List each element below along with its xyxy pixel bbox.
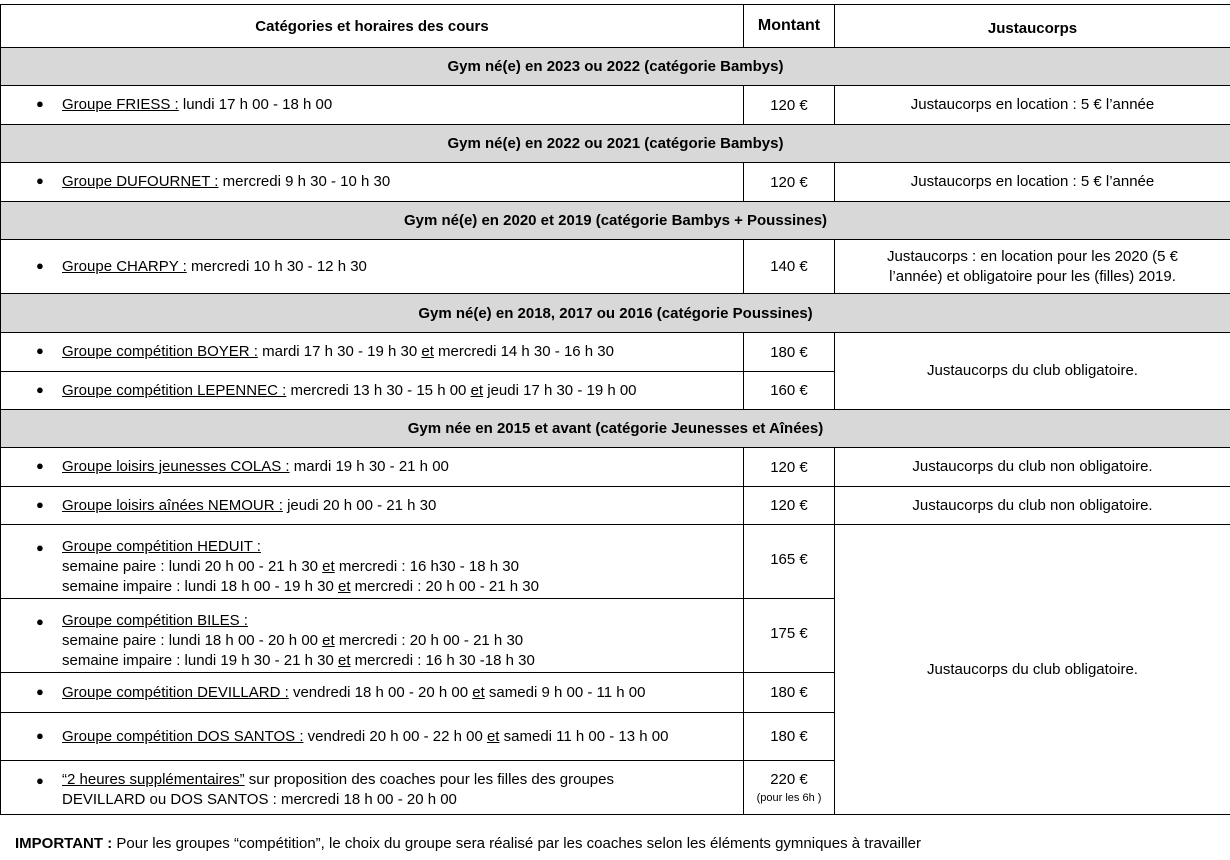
bullet-icon: ● [36, 496, 44, 512]
schedule: semaine impaire : lundi 19 h 30 - 21 h 30 [62, 652, 338, 669]
schedule: mercredi 9 h 30 - 10 h 30 [218, 173, 391, 190]
table-row [1, 163, 1230, 202]
category-cell [1, 487, 744, 525]
bullet-icon: ● [36, 458, 44, 473]
bullet-icon: ● [36, 381, 44, 397]
schedule: vendredi 18 h 00 - 20 h 00 [288, 683, 473, 701]
category-cell [1, 448, 744, 487]
category-cell [1, 240, 744, 294]
table-row [1, 487, 1230, 525]
section-title: Gym né(e) en 2020 et 2019 (catégorie Bambys + Poussines) [1, 202, 1230, 240]
header-row [1, 5, 1230, 48]
group-name: Groupe loisirs jeunesses COLAS : [62, 458, 290, 475]
section-header [1, 48, 1230, 86]
category-cell [1, 713, 744, 761]
et-word: et [486, 727, 500, 745]
table-row [1, 448, 1230, 487]
schedule: semaine paire : lundi 20 h 00 - 21 h 30 [62, 558, 323, 575]
category-cell [1, 333, 744, 372]
note-label: IMPORTANT : [15, 835, 113, 852]
table-row [1, 333, 1230, 372]
schedule: jeudi 20 h 00 - 21 h 30 [282, 496, 437, 514]
bullet-icon: ● [36, 614, 44, 629]
schedule-table [0, 4, 1230, 815]
schedule: mercredi 14 h 30 - 16 h 30 [433, 343, 614, 360]
table-row [1, 525, 1230, 599]
bullet-icon: ● [36, 540, 44, 555]
group-name: Groupe FRIESS : [62, 96, 179, 113]
table-row [1, 86, 1230, 125]
group-name: Groupe compétition LEPENNEC : [62, 381, 287, 399]
category-cell [1, 761, 744, 815]
section-title: Gym née en 2015 et avant (catégorie Jeunesses et Aînées) [1, 410, 1230, 448]
amount-cell: 120 € [744, 448, 835, 487]
leotard-line: l’année) et obligatoire pour les (filles) 2019. [889, 267, 1176, 285]
category-cell [1, 673, 744, 713]
schedule: samedi 9 h 00 - 11 h 00 [484, 683, 646, 701]
header-amount: Montant [744, 5, 835, 48]
leotard-cell: Justaucorps en location : 5 € l’année [835, 86, 1230, 125]
et-word: et [338, 652, 351, 669]
leotard-cell: Justaucorps du club obligatoire. [835, 333, 1230, 410]
section-header [1, 125, 1230, 163]
schedule: jeudi 17 h 30 - 19 h 00 [483, 381, 637, 399]
et-word: et [421, 343, 434, 360]
amount-cell: 165 € [744, 525, 835, 599]
section-title: Gym né(e) en 2018, 2017 ou 2016 (catégorie Poussines) [1, 294, 1230, 333]
schedule: mercredi : 20 h 00 - 21 h 30 [350, 578, 539, 595]
et-word: et [322, 632, 335, 649]
note-text: Pour les groupes “compétition”, le choix du groupe sera réalisé par les coaches selon les éléments gymniques à travailler [112, 835, 921, 852]
group-name: Groupe compétition HEDUIT : [62, 538, 261, 555]
group-name: Groupe loisirs aînées NEMOUR : [62, 496, 283, 514]
amount-cell: 180 € [744, 333, 835, 372]
schedule: mardi 19 h 30 - 21 h 00 [289, 458, 449, 475]
group-name: Groupe compétition DOS SANTOS : [62, 727, 304, 745]
schedule: samedi 11 h 00 - 13 h 00 [499, 727, 669, 745]
amount-cell [744, 761, 835, 815]
category-cell [1, 163, 744, 202]
group-name: “2 heures supplémentaires” [62, 771, 245, 788]
leotard-cell: Justaucorps du club non obligatoire. [835, 487, 1230, 525]
group-name: Groupe compétition BILES : [62, 612, 248, 629]
group-name: Groupe CHARPY : [62, 257, 187, 275]
table-row [1, 240, 1230, 294]
schedule: mercredi : 16 h 30 -18 h 30 [350, 652, 535, 669]
group-name: Groupe compétition DEVILLARD : [62, 683, 289, 701]
et-word: et [472, 683, 485, 701]
section-header [1, 294, 1230, 333]
bullet-icon: ● [36, 773, 44, 788]
leotard-cell: Justaucorps du club obligatoire. [835, 525, 1230, 815]
amount-cell: 120 € [744, 487, 835, 525]
header-leotard: Justaucorps [835, 5, 1230, 48]
schedule: sur proposition des coaches pour les filles des groupes [244, 771, 614, 788]
bullet-icon: ● [36, 343, 44, 358]
schedule: mercredi : 16 h30 - 18 h 30 [334, 558, 519, 575]
important-note [15, 835, 921, 852]
leotard-cell [835, 240, 1230, 294]
amount-cell: 120 € [744, 86, 835, 125]
amount-cell: 180 € [744, 713, 835, 761]
amount-note: (pour les 6h ) [756, 792, 822, 804]
section-title: Gym né(e) en 2022 ou 2021 (catégorie Bambys) [1, 125, 1230, 163]
group-name: Groupe DUFOURNET : [62, 173, 219, 190]
amount-cell: 120 € [744, 163, 835, 202]
et-word: et [470, 381, 484, 399]
amount-cell: 175 € [744, 599, 835, 673]
category-cell [1, 372, 744, 410]
leotard-cell: Justaucorps en location : 5 € l’année [835, 163, 1230, 202]
schedule: mercredi : 20 h 00 - 21 h 30 [334, 632, 524, 649]
header-categories: Catégories et horaires des cours [1, 5, 744, 48]
section-header [1, 202, 1230, 240]
schedule: semaine paire : lundi 18 h 00 - 20 h 00 [62, 632, 323, 649]
leotard-cell: Justaucorps du club non obligatoire. [835, 448, 1230, 487]
leotard-line: Justaucorps : en location pour les 2020 (5 € [886, 247, 1178, 265]
amount-cell: 160 € [744, 372, 835, 410]
et-word: et [338, 578, 351, 595]
category-cell [1, 86, 744, 125]
schedule: lundi 17 h 00 - 18 h 00 [178, 96, 333, 113]
amount-cell: 140 € [744, 240, 835, 294]
schedule: vendredi 20 h 00 - 22 h 00 [303, 727, 487, 745]
bullet-icon: ● [36, 173, 44, 188]
category-cell [1, 525, 744, 599]
schedule: semaine impaire : lundi 18 h 00 - 19 h 30 [62, 578, 338, 595]
bullet-icon: ● [36, 257, 44, 273]
schedule: DEVILLARD ou DOS SANTOS : mercredi 18 h 00 - 20 h 00 [62, 791, 457, 808]
schedule: mercredi 10 h 30 - 12 h 30 [186, 257, 367, 275]
section-header [1, 410, 1230, 448]
schedule: mardi 17 h 30 - 19 h 30 [257, 343, 422, 360]
schedule: mercredi 13 h 30 - 15 h 00 [286, 381, 471, 399]
bullet-icon: ● [36, 727, 44, 743]
group-name: Groupe compétition BOYER : [62, 343, 258, 360]
bullet-icon: ● [36, 683, 44, 699]
category-cell [1, 599, 744, 673]
amount-value: 220 € [770, 771, 808, 788]
et-word: et [322, 558, 335, 575]
bullet-icon: ● [36, 96, 44, 111]
amount-cell: 180 € [744, 673, 835, 713]
section-title: Gym né(e) en 2023 ou 2022 (catégorie Bambys) [1, 48, 1230, 86]
